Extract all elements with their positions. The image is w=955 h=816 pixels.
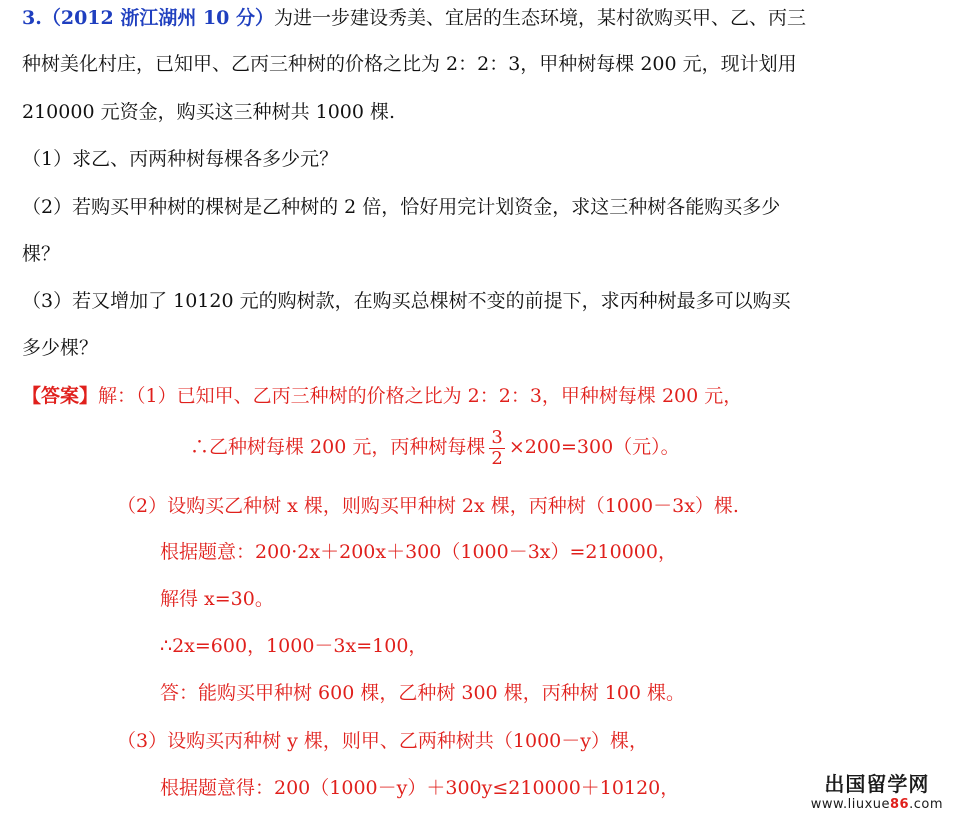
fraction-denominator: 2: [491, 447, 503, 469]
watermark-url-prefix: www.liuxue: [810, 797, 890, 812]
problem-line-1-text: 为进一步建设秀美、宜居的生态环境，某村欲购买甲、乙、丙三: [274, 7, 807, 29]
answer-1-line-2-after: ×200=300（元）。: [508, 436, 680, 458]
question-1: （1）求乙、丙两种树每棵各多少元？: [22, 148, 339, 170]
watermark-url: [811, 797, 943, 812]
question-2-line-2: 棵？: [22, 243, 61, 265]
answer-2-line-2: 根据题意：200·2x＋200x＋300（1000－3x）=210000，: [160, 541, 677, 563]
fraction-numerator: 3: [491, 426, 503, 448]
answer-line-1: [22, 384, 742, 408]
answer-1-line-2: [190, 425, 680, 469]
problem-source: （2012 浙江湖州 10 分）: [41, 7, 275, 29]
problem-line-3: 210000 元资金，购买这三种树共 1000 棵.: [22, 101, 396, 123]
watermark-url-suffix: .com: [909, 797, 943, 812]
answer-1-line-2-before: ∴乙种树每棵 200 元，丙种树每棵: [190, 436, 486, 458]
watermark-url-highlight: 86: [890, 797, 910, 812]
answer-3-line-2: 根据题意得：200（1000－y）＋300y≤210000＋10120，: [160, 777, 680, 799]
answer-1-line-1: 解：（1）已知甲、乙丙三种树的价格之比为 2：2：3，甲种树每棵 200 元，: [98, 385, 743, 407]
fraction-three-halves: [489, 428, 504, 469]
answer-2-line-3: 解得 x=30。: [160, 588, 274, 610]
answer-2-line-4: ∴2x=600，1000－3x=100，: [160, 635, 428, 657]
answer-3-line-1: （3）设购买丙种树 y 棵，则甲、乙两种树共（1000－y）棵，: [117, 730, 648, 752]
problem-line-2: 种树美化村庄，已知甲、乙丙三种树的价格之比为 2：2：3，甲种树每棵 200 元，现计划用: [22, 53, 797, 75]
watermark-title: 出国留学网: [824, 772, 930, 796]
question-2-line-1: （2）若购买甲种树的棵树是乙种树的 2 倍，恰好用完计划资金，求这三种树各能购买多少: [22, 196, 781, 218]
question-3-line-1: （3）若又增加了 10120 元的购树款，在购买总棵树不变的前提下，求丙种树最多可以购买: [22, 290, 791, 312]
answer-2-line-1: （2）设购买乙种树 x 棵，则购买甲种树 2x 棵，丙种树（1000－3x）棵.: [117, 495, 739, 517]
answer-2-line-5: 答：能购买甲种树 600 棵，乙种树 300 棵，丙种树 100 棵。: [160, 682, 686, 704]
question-3-line-2: 多少棵？: [22, 337, 99, 359]
problem-number: 3.: [22, 7, 42, 29]
answer-label: 【答案】: [22, 385, 99, 407]
problem-line-1: [22, 6, 806, 30]
site-watermark: [811, 768, 943, 812]
